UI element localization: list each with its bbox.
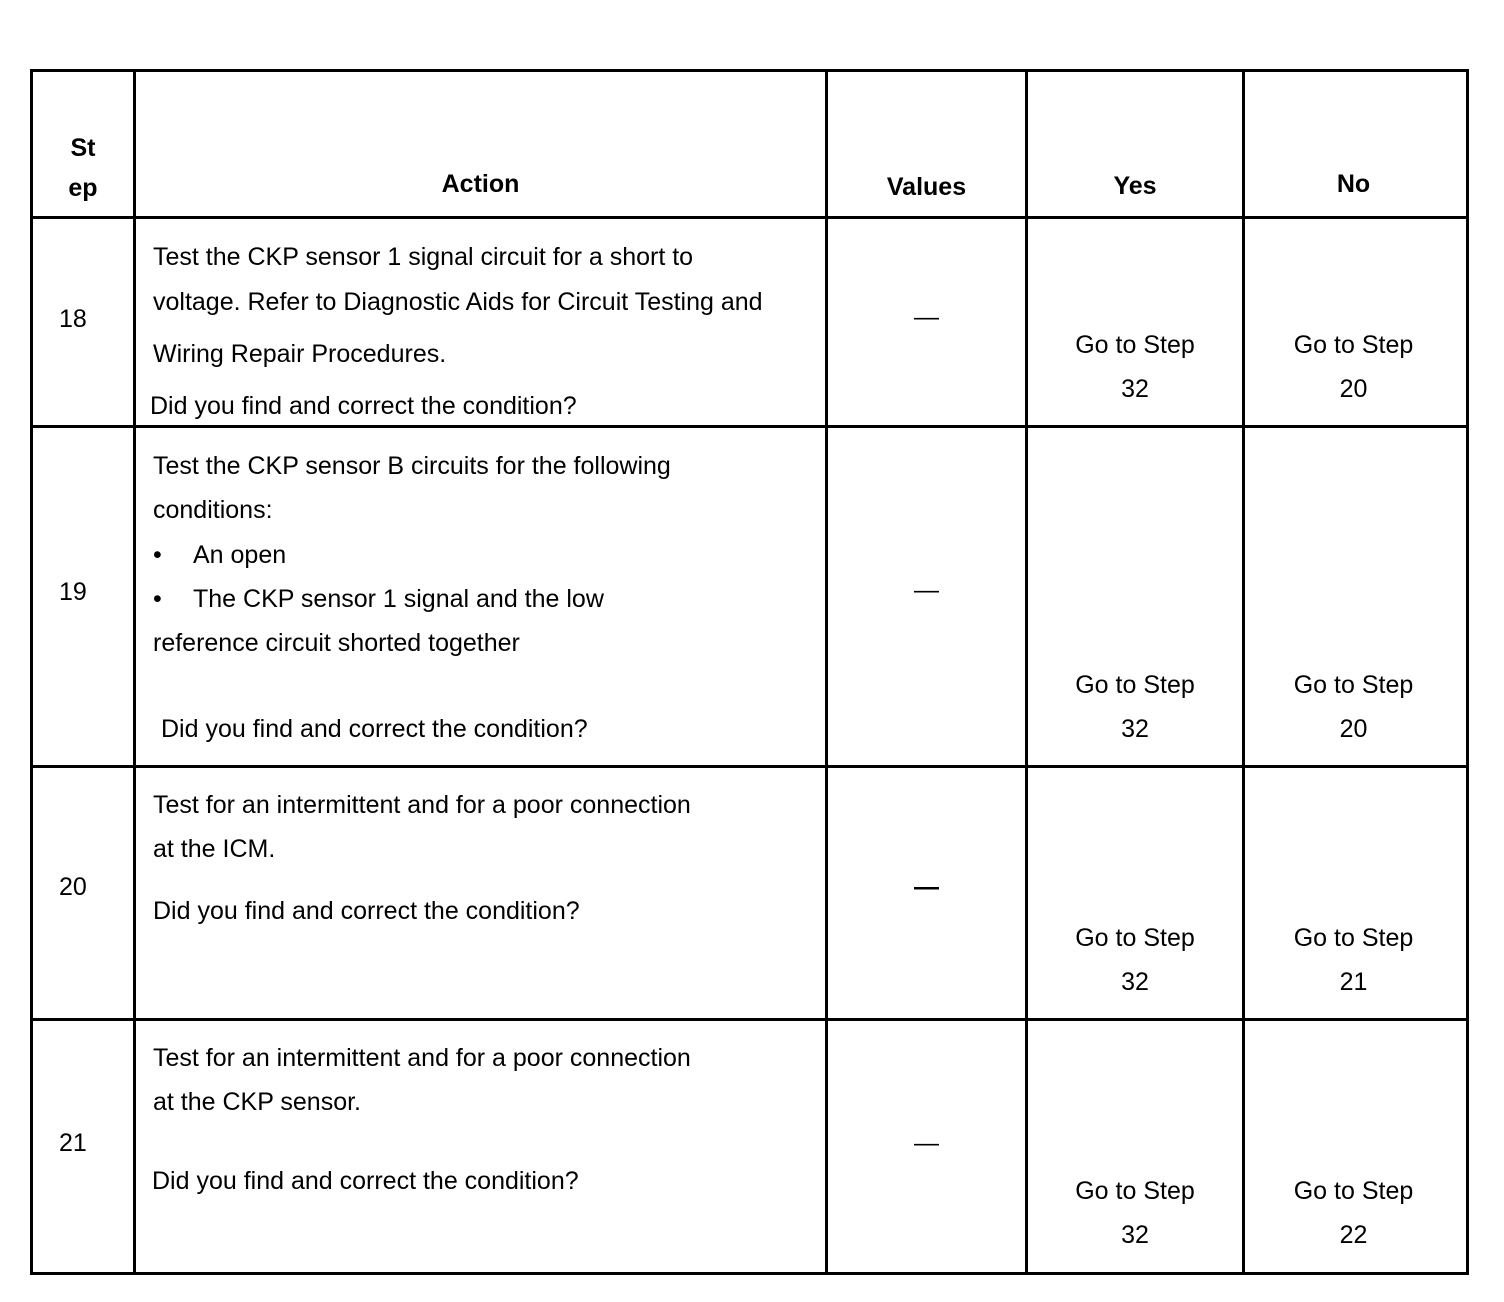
no-goto-label: Go to Step [1293, 1177, 1414, 1205]
action-line: Wiring Repair Procedures. [153, 340, 447, 368]
step-cell [32, 1020, 135, 1274]
yes-cell [1027, 427, 1244, 767]
no-cell [1244, 218, 1468, 427]
header-values: Values [827, 71, 1027, 218]
table-row [32, 1020, 1468, 1274]
no-goto-step: 22 [1339, 1221, 1368, 1249]
header-no: No [1244, 71, 1468, 218]
no-goto-label: Go to Step [1293, 331, 1414, 359]
yes-goto-label: Go to Step [1075, 331, 1195, 359]
yes-cell [1027, 1020, 1244, 1274]
yes-goto-label: Go to Step [1075, 1177, 1195, 1205]
action-cell [135, 427, 827, 767]
action-question: Did you find and correct the condition? [153, 897, 580, 925]
yes-goto-label: Go to Step [1075, 924, 1195, 952]
values-dash: — [914, 1129, 939, 1157]
no-goto-label: Go to Step [1293, 671, 1414, 699]
step-cell [32, 427, 135, 767]
no-goto-step: 20 [1339, 715, 1368, 743]
action-line: at the CKP sensor. [153, 1088, 361, 1116]
values-dash: — [914, 303, 939, 331]
step-cell [32, 767, 135, 1020]
values-cell [827, 218, 1027, 427]
action-line: at the ICM. [153, 835, 276, 863]
yes-cell [1027, 767, 1244, 1020]
yes-goto-label: Go to Step [1075, 671, 1195, 699]
values-cell [827, 1020, 1027, 1274]
yes-goto-step: 32 [1121, 375, 1149, 403]
no-cell [1244, 1020, 1468, 1274]
values-dash: — [914, 873, 939, 901]
header-step-line2: ep [68, 174, 98, 202]
no-goto-step: 21 [1339, 968, 1368, 996]
action-question: Did you find and correct the condition? [150, 392, 577, 420]
action-line: Test the CKP sensor 1 signal circuit for a short to [153, 243, 694, 271]
diagnostic-table [30, 69, 1469, 1275]
table-row [32, 767, 1468, 1020]
header-action: Action [135, 71, 827, 218]
action-line: reference circuit shorted together [153, 629, 520, 657]
values-cell [827, 427, 1027, 767]
step-number: 18 [59, 305, 87, 333]
step-number: 19 [59, 578, 87, 606]
step-cell [32, 218, 135, 427]
values-dash: — [914, 576, 939, 604]
action-bullet-item: • The CKP sensor 1 signal and the low [153, 577, 604, 621]
action-cell [135, 1020, 827, 1274]
bullet-icon: • [153, 585, 162, 613]
step-number: 20 [59, 873, 87, 901]
no-cell [1244, 427, 1468, 767]
header-step-line1: St [70, 134, 96, 162]
action-bullet-item: • An open [153, 533, 286, 577]
header-row [32, 71, 1468, 218]
action-line: Test for an intermittent and for a poor connection [153, 791, 691, 819]
yes-goto-step: 32 [1121, 1221, 1149, 1249]
action-line: voltage. Refer to Diagnostic Aids for Circuit Testing and [153, 288, 763, 316]
bullet-icon: • [153, 541, 162, 569]
action-line: Test the CKP sensor B circuits for the following [153, 452, 671, 480]
no-goto-step: 20 [1339, 375, 1368, 403]
values-cell [827, 767, 1027, 1020]
action-question: Did you find and correct the condition? [161, 715, 588, 743]
header-yes: Yes [1027, 71, 1244, 218]
yes-goto-step: 32 [1121, 715, 1149, 743]
table-row [32, 218, 1468, 427]
table-row [32, 427, 1468, 767]
yes-cell [1027, 218, 1244, 427]
action-cell [135, 767, 827, 1020]
no-cell [1244, 767, 1468, 1020]
action-cell [135, 218, 827, 427]
action-line: conditions: [153, 496, 273, 524]
action-question: Did you find and correct the condition? [152, 1167, 579, 1195]
yes-goto-step: 32 [1121, 968, 1149, 996]
header-step [32, 71, 135, 218]
action-line: Test for an intermittent and for a poor connection [153, 1044, 691, 1072]
no-goto-label: Go to Step [1293, 924, 1414, 952]
step-number: 21 [59, 1129, 87, 1157]
